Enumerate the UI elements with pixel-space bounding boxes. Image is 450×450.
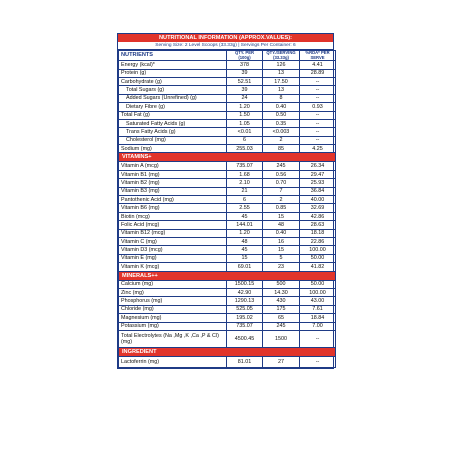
ingredient-label: INGREDIENT (119, 347, 336, 356)
nutrient-name: Biotin (mcg) (119, 212, 227, 220)
nutrition-table (118, 50, 336, 368)
table-row (119, 179, 336, 187)
table-row (119, 229, 336, 237)
qty-per-100g: 4500.45 (227, 330, 263, 347)
qty-per-serving: <0.003 (263, 128, 300, 136)
rda-percent: -- (300, 136, 336, 144)
qty-per-serving: 1500 (263, 330, 300, 347)
nutrient-name: Vitamin K (mcg) (119, 263, 227, 271)
nutrient-name: Sodium (mg) (119, 145, 227, 153)
rda-percent: 43.00 (300, 297, 336, 305)
table-row (119, 86, 336, 94)
nutrient-name: Pantothenic Acid (mg) (119, 196, 227, 204)
qty-per-serving: 245 (263, 162, 300, 170)
nutrition-panel (117, 33, 334, 369)
table-row (119, 136, 336, 144)
qty-per-serving: 16 (263, 238, 300, 246)
qty-per-100g: 15 (227, 254, 263, 262)
qty-per-serving: 23 (263, 263, 300, 271)
table-row (119, 61, 336, 69)
qty-per-serving: 15 (263, 246, 300, 254)
qty-per-100g: 525.05 (227, 305, 263, 313)
rda-percent: 4.41 (300, 61, 336, 69)
qty-per-serving: 85 (263, 145, 300, 153)
rda-percent: 7.00 (300, 322, 336, 330)
qty-per-serving: 65 (263, 314, 300, 322)
nutrient-name: Added Sugars (Unrefined) (g) (119, 94, 227, 102)
nutrient-name: Vitamin B2 (mg) (119, 179, 227, 187)
vitamins-section-header (119, 153, 336, 162)
qty-per-100g: 735.07 (227, 322, 263, 330)
table-row (119, 246, 336, 254)
table-row (119, 111, 336, 119)
nutrient-name: Zinc (mg) (119, 288, 227, 296)
nutrient-name: Protein (g) (119, 69, 227, 77)
table-row (119, 196, 336, 204)
nutrient-name: Total Electrolytes (Na ,Mg ,K ,Ca ,P & Cl) (mg) (119, 330, 227, 347)
qty-per-100g: 1290.13 (227, 297, 263, 305)
ingredient-section-header (119, 347, 336, 356)
rda-percent: 18.84 (300, 314, 336, 322)
qty-per-100g: 1.50 (227, 111, 263, 119)
qty-per-100g: 1500.15 (227, 280, 263, 288)
qty-per-serving: 5 (263, 254, 300, 262)
nutrient-name: Lactoferrin (mg) (119, 356, 227, 367)
qty-per-serving: 27 (263, 356, 300, 367)
qty-per-serving: 0.40 (263, 103, 300, 111)
table-row (119, 162, 336, 170)
table-row (119, 103, 336, 111)
panel-title: NUTRITIONAL INFORMATION (APPROX.VALUES): (118, 34, 333, 42)
minerals-section-header (119, 271, 336, 280)
qty-per-serving: 15 (263, 212, 300, 220)
rda-percent: 7.61 (300, 305, 336, 313)
nutrient-name: Potassium (mg) (119, 322, 227, 330)
table-row (119, 288, 336, 296)
qty-per-100g: 1.20 (227, 103, 263, 111)
nutrient-name: Cholesterol (mg) (119, 136, 227, 144)
nutrient-name: Vitamin C (mg) (119, 238, 227, 246)
nutrient-name: Carbohydrate (g) (119, 77, 227, 85)
qty-per-100g: 39 (227, 86, 263, 94)
rda-percent: 32.69 (300, 204, 336, 212)
qty-per-100g: 1.05 (227, 119, 263, 127)
table-row (119, 254, 336, 262)
table-row (119, 145, 336, 153)
qty-per-100g: 45 (227, 246, 263, 254)
qty-per-100g: 6 (227, 136, 263, 144)
nutrient-name: Vitamin D3 (mcg) (119, 246, 227, 254)
nutrient-name: Trans Fatty Acids (g) (119, 128, 227, 136)
table-row (119, 280, 336, 288)
table-row (119, 221, 336, 229)
table-row (119, 170, 336, 178)
table-row (119, 238, 336, 246)
nutrient-name: Vitamin B3 (mg) (119, 187, 227, 195)
rda-percent: -- (300, 86, 336, 94)
rda-percent: -- (300, 119, 336, 127)
qty-per-serving: 2 (263, 136, 300, 144)
nutrient-name: Vitamin B6 (mg) (119, 204, 227, 212)
rda-percent: -- (300, 111, 336, 119)
qty-per-serving: 0.40 (263, 229, 300, 237)
nutrient-name: Energy (kcal)* (119, 61, 227, 69)
qty-per-serving: 2 (263, 196, 300, 204)
rda-percent: 22.86 (300, 238, 336, 246)
qty-per-100g: 81.01 (227, 356, 263, 367)
qty-per-serving: 8 (263, 94, 300, 102)
qty-per-serving: 0.50 (263, 111, 300, 119)
table-row (119, 356, 336, 367)
minerals-label: MINERALS++ (119, 271, 336, 280)
rda-percent: -- (300, 94, 336, 102)
rda-percent: 29.47 (300, 170, 336, 178)
table-row (119, 305, 336, 313)
table-row (119, 297, 336, 305)
qty-per-100g: 144.01 (227, 221, 263, 229)
qty-per-serving: 126 (263, 61, 300, 69)
rda-percent: 18.18 (300, 229, 336, 237)
rda-percent: 41.82 (300, 263, 336, 271)
rda-percent: 50.00 (300, 280, 336, 288)
qty-per-100g: 735.07 (227, 162, 263, 170)
table-row (119, 119, 336, 127)
qty-per-100g: 42.90 (227, 288, 263, 296)
qty-per-serving: 13 (263, 86, 300, 94)
rda-percent: 4.25 (300, 145, 336, 153)
qty-per-serving: 17.50 (263, 77, 300, 85)
rda-percent: 40.00 (300, 196, 336, 204)
rda-percent: 36.84 (300, 187, 336, 195)
qty-per-100g: 2.10 (227, 179, 263, 187)
rda-percent: 100.00 (300, 288, 336, 296)
qty-per-100g: 1.68 (227, 170, 263, 178)
nutrient-name: Vitamin B12 (mcg) (119, 229, 227, 237)
rda-percent: 26.34 (300, 162, 336, 170)
table-row (119, 330, 336, 347)
header-qty-per-serving: QTY./SERVING (33.33g) (263, 51, 300, 61)
table-row (119, 187, 336, 195)
qty-per-serving: 0.70 (263, 179, 300, 187)
nutrient-name: Vitamin A (mcg) (119, 162, 227, 170)
rda-percent: -- (300, 356, 336, 367)
nutrient-name: Chloride (mg) (119, 305, 227, 313)
table-row (119, 128, 336, 136)
qty-per-100g: 21 (227, 187, 263, 195)
table-row (119, 94, 336, 102)
rda-percent: -- (300, 330, 336, 347)
header-qty-per-100g: QTY. PER (100g) (227, 51, 263, 61)
nutrient-name: Calcium (mg) (119, 280, 227, 288)
nutrient-name: Dietary Fibre (g) (119, 103, 227, 111)
qty-per-100g: 45 (227, 212, 263, 220)
qty-per-serving: 7 (263, 187, 300, 195)
rda-percent: -- (300, 128, 336, 136)
qty-per-100g: 52.51 (227, 77, 263, 85)
qty-per-serving: 430 (263, 297, 300, 305)
qty-per-serving: 0.35 (263, 119, 300, 127)
qty-per-serving: 500 (263, 280, 300, 288)
qty-per-100g: 69.01 (227, 263, 263, 271)
nutrient-name: Total Fat (g) (119, 111, 227, 119)
qty-per-serving: 13 (263, 69, 300, 77)
table-row (119, 69, 336, 77)
rda-percent: 50.00 (300, 254, 336, 262)
qty-per-100g: 255.03 (227, 145, 263, 153)
nutrient-name: Phosphorus (mg) (119, 297, 227, 305)
serving-info: Serving Size: 2 Level Scoops (33.33g) | Servings Per Container: 6 (118, 42, 333, 50)
qty-per-100g: 24 (227, 94, 263, 102)
table-row (119, 322, 336, 330)
table-row (119, 204, 336, 212)
table-row (119, 314, 336, 322)
table-row (119, 212, 336, 220)
qty-per-100g: 39 (227, 69, 263, 77)
nutrient-name: Vitamin B1 (mg) (119, 170, 227, 178)
qty-per-100g: 48 (227, 238, 263, 246)
nutrient-name: Total Sugars (g) (119, 86, 227, 94)
qty-per-serving: 14.30 (263, 288, 300, 296)
rda-percent: 42.86 (300, 212, 336, 220)
rda-percent: 25.93 (300, 179, 336, 187)
qty-per-serving: 0.56 (263, 170, 300, 178)
nutrient-name: Folic Acid (mcg) (119, 221, 227, 229)
table-header (119, 51, 336, 61)
qty-per-100g: 378 (227, 61, 263, 69)
rda-percent: 0.93 (300, 103, 336, 111)
nutrient-name: Saturated Fatty Acids (g) (119, 119, 227, 127)
rda-percent: 28.89 (300, 69, 336, 77)
header-nutrients: NUTRIENTS (119, 51, 227, 61)
qty-per-100g: 195.02 (227, 314, 263, 322)
qty-per-serving: 0.85 (263, 204, 300, 212)
qty-per-100g: 6 (227, 196, 263, 204)
qty-per-serving: 48 (263, 221, 300, 229)
rda-percent: 28.63 (300, 221, 336, 229)
vitamins-label: VITAMINS+ (119, 153, 336, 162)
table-row (119, 263, 336, 271)
header-rda: %RDA* PER SERVE (300, 51, 336, 61)
qty-per-100g: 1.20 (227, 229, 263, 237)
qty-per-serving: 175 (263, 305, 300, 313)
qty-per-serving: 245 (263, 322, 300, 330)
nutrient-name: Vitamin E (mg) (119, 254, 227, 262)
qty-per-100g: 2.55 (227, 204, 263, 212)
rda-percent: 100.00 (300, 246, 336, 254)
rda-percent: -- (300, 77, 336, 85)
table-row (119, 77, 336, 85)
nutrient-name: Magnesium (mg) (119, 314, 227, 322)
qty-per-100g: <0.01 (227, 128, 263, 136)
